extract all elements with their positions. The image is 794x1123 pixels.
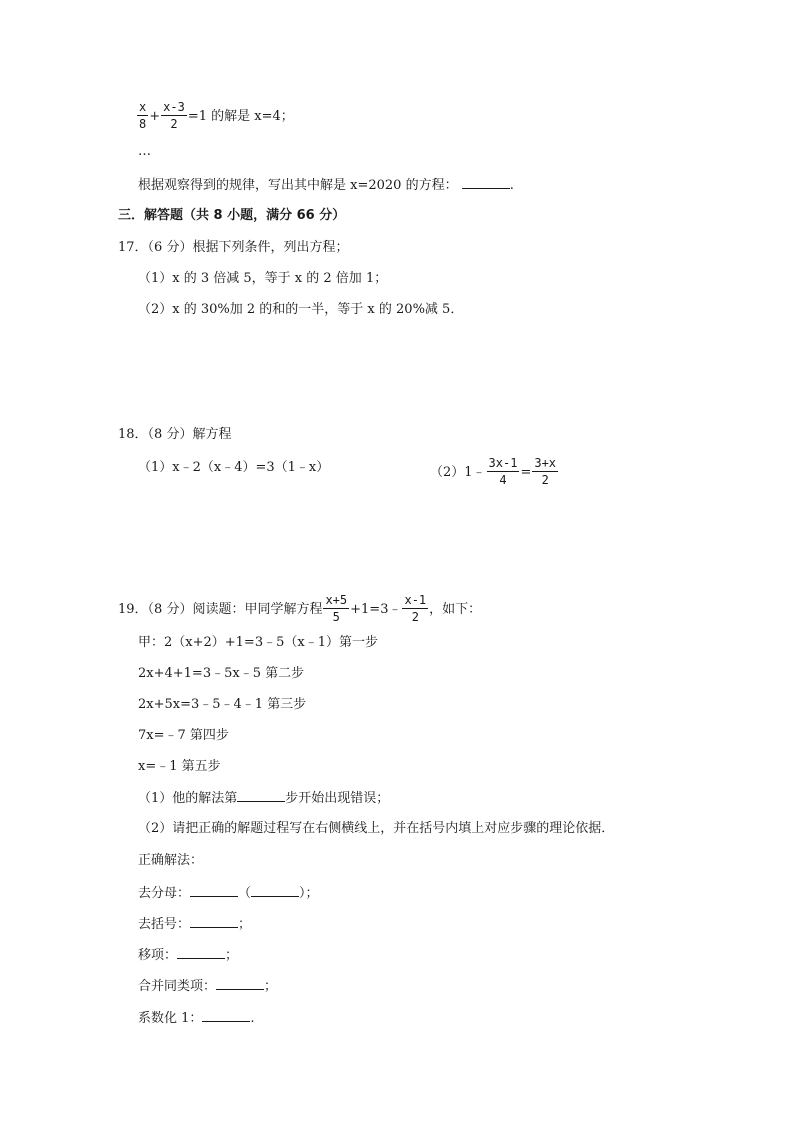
q19-step4: 7x=﹣7 第四步 (138, 728, 229, 743)
section-heading: 三．解答题（共 8 小题，满分 66 分） (118, 208, 346, 223)
q19-step1: 甲：2（x+2）+1=3﹣5（x﹣1）第一步 (138, 635, 378, 650)
denominator: 2 (411, 610, 419, 624)
q17-stem: 17．（6 分）根据下列条件，列出方程； (118, 240, 349, 255)
q17-part1: （1）x 的 3 倍减 5，等于 x 的 2 倍加 1； (138, 271, 388, 286)
numerator: 3+x (534, 456, 557, 470)
q18-part1: （1）x﹣2（x﹣4）=3（1﹣x） (138, 460, 330, 475)
q18-stem: 18．（8 分）解方程 (118, 427, 232, 442)
reason-blank[interactable] (251, 884, 299, 897)
answer-blank[interactable] (190, 884, 238, 897)
intro-instruction (138, 176, 514, 195)
ellipsis: … (138, 144, 151, 159)
fill-label: 去括号： (138, 917, 191, 932)
numerator: x (139, 100, 147, 114)
numerator: x-1 (404, 593, 427, 607)
instruction-text: 根据观察得到的规律，写出其中解是 x=2020 的方程： (138, 178, 458, 193)
close-paren: ）； (299, 886, 319, 901)
denominator: 5 (332, 610, 340, 624)
error-step-blank[interactable] (237, 789, 285, 802)
denominator: 8 (139, 117, 147, 131)
fill-coefficient-to-one (138, 1009, 255, 1028)
q19-part1 (138, 789, 389, 808)
part1-suffix: 步开始出现错误； (285, 791, 390, 806)
intro-equation (136, 100, 294, 133)
fraction-3-plus-x-over-2 (532, 455, 558, 488)
denominator: 2 (170, 117, 178, 131)
part1-prefix: （1）他的解法第 (138, 791, 238, 806)
part2-prefix: （2）1﹣ (430, 465, 486, 480)
q19-step3: 2x+5x=3﹣5﹣4﹣1 第三步 (138, 697, 307, 712)
fill-label: 去分母： (138, 886, 191, 901)
fill-end: ； (225, 948, 239, 963)
answer-blank[interactable] (216, 977, 264, 990)
fill-end: . (250, 1011, 255, 1026)
equals-sign: = (520, 465, 532, 480)
plus-sign: + (149, 109, 161, 124)
correct-solution-label: 正确解法： (138, 853, 204, 868)
fraction-x-over-8 (137, 99, 148, 132)
fill-remove-denominator (138, 884, 319, 903)
answer-blank[interactable] (190, 915, 238, 928)
numerator: x-3 (163, 100, 185, 114)
fill-label: 系数化 1： (138, 1011, 203, 1026)
fill-remove-brackets (138, 915, 251, 934)
open-paren: （ (238, 886, 252, 901)
fraction-x-minus-3-over-2 (161, 99, 187, 132)
answer-blank[interactable] (202, 1009, 250, 1022)
denominator: 4 (499, 473, 507, 487)
fill-transpose (138, 946, 238, 965)
equation-tail: =1 的解是 x=4； (187, 109, 294, 124)
instruction-end: . (509, 178, 514, 193)
answer-blank[interactable] (177, 946, 225, 959)
q17-part2: （2）x 的 30%加 2 的和的一半，等于 x 的 20%减 5． (138, 302, 464, 317)
numerator: x+5 (325, 593, 348, 607)
fill-label: 合并同类项： (138, 979, 217, 994)
fill-combine-like-terms (138, 977, 277, 996)
fraction-3x-minus-1-over-4 (487, 455, 520, 488)
numerator: 3x-1 (488, 456, 518, 470)
fill-end: ； (264, 979, 278, 994)
stem-suffix: ，如下： (429, 602, 482, 617)
fill-label: 移项： (138, 948, 178, 963)
q19-stem (118, 593, 481, 626)
stem-mid: +1=3﹣ (350, 602, 402, 617)
q19-step5: x=﹣1 第五步 (138, 759, 221, 774)
fill-end: ； (238, 917, 252, 932)
q18-part2 (430, 456, 559, 489)
answer-blank[interactable] (462, 176, 510, 189)
denominator: 2 (541, 473, 549, 487)
fraction-x-plus-5-over-5 (323, 592, 349, 625)
q19-step2: 2x+4+1=3﹣5x﹣5 第二步 (138, 666, 305, 681)
q19-part2: （2）请把正确的解题过程写在右侧横线上，并在括号内填上对应步骤的理论依据． (138, 821, 615, 836)
fraction-x-minus-1-over-2 (402, 592, 428, 625)
stem-prefix: 19．（8 分）阅读题：甲同学解方程 (118, 602, 323, 617)
